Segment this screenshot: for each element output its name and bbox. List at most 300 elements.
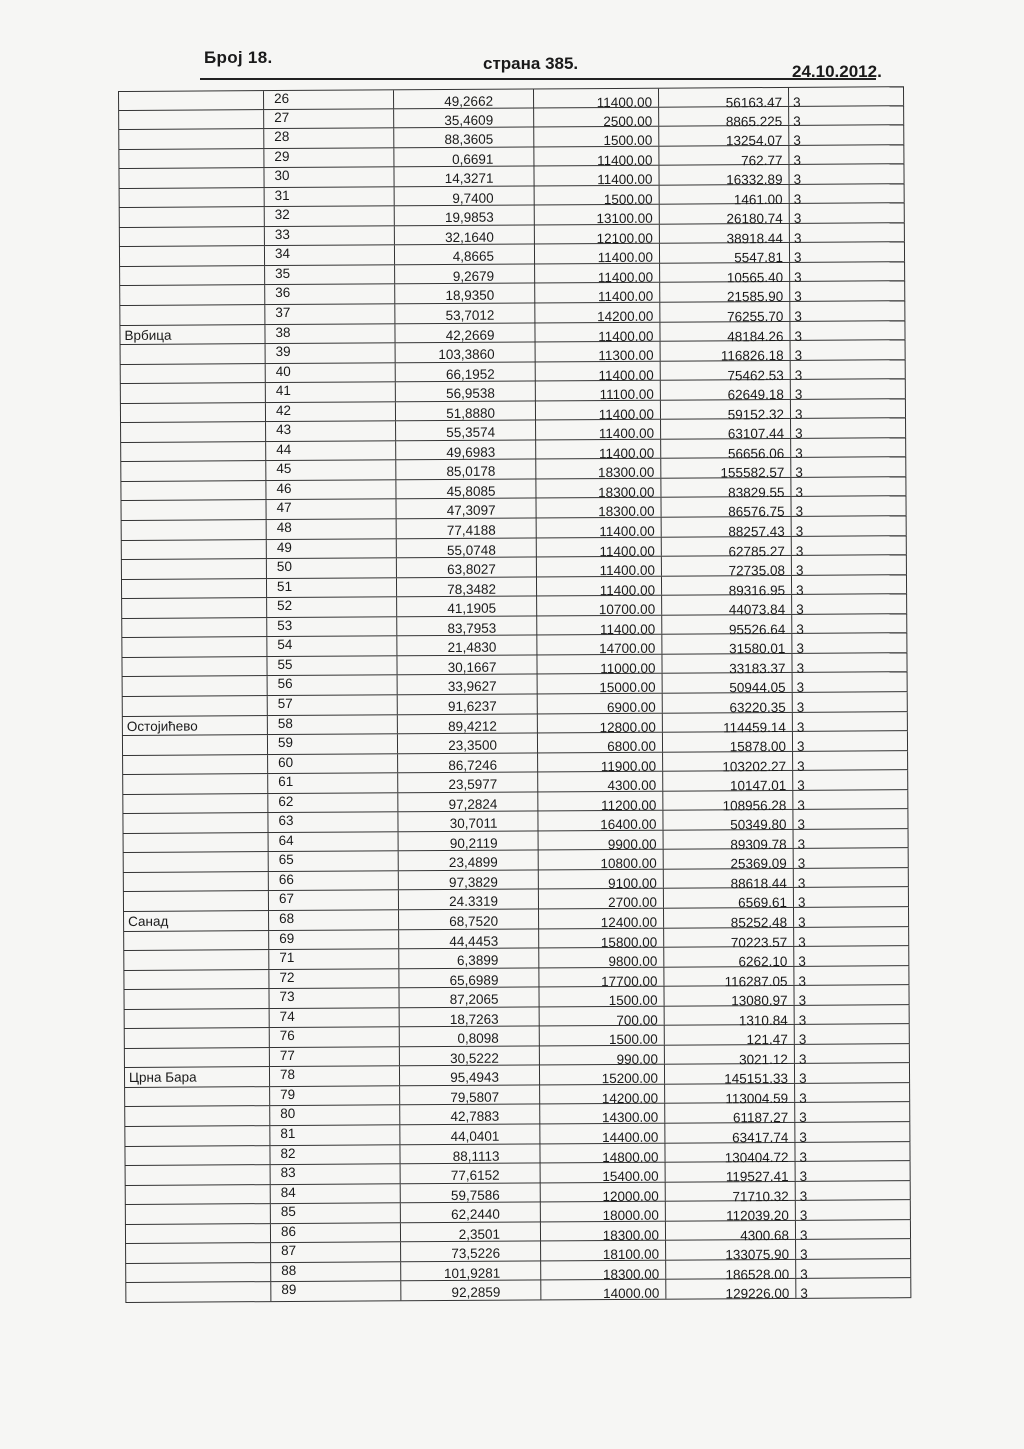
class-cell: 3 [791,575,907,594]
class-cell: 3 [791,634,907,653]
value-cell: 5547.81 [659,243,789,262]
place-cell [121,501,266,520]
parcel-number-cell: 38 [264,324,394,343]
value-cell: 6262.10 [663,947,793,966]
price-cell: 11300.00 [535,342,660,361]
value-cell: 10147.01 [662,771,792,790]
value-cell: 119527.41 [665,1162,795,1181]
class-cell: 3 [788,106,904,125]
parcel-number-cell: 78 [269,1067,399,1086]
place-cell [124,1009,269,1028]
class-cell: 3 [792,731,908,750]
price-cell: 10700.00 [536,596,661,615]
value-cell: 4300.68 [665,1221,795,1240]
place-cell [120,383,265,402]
price-cell: 1500.00 [533,127,658,146]
value-cell: 33183.37 [661,654,791,673]
area-cell: 97,3829 [398,870,538,889]
area-cell: 77,4188 [396,518,536,537]
area-cell: 62,2440 [400,1203,540,1222]
parcel-number-cell: 61 [267,773,397,792]
area-cell: 85,0178 [395,460,535,479]
price-cell: 700.00 [539,1006,664,1025]
area-cell: 9,7400 [394,186,534,205]
parcel-number-cell: 72 [268,969,398,988]
area-cell: 89,4212 [397,714,537,733]
value-cell: 13254.07 [658,126,788,145]
price-cell: 11400.00 [535,420,660,439]
area-cell: 77,6152 [400,1164,540,1183]
place-cell [124,1146,269,1165]
value-cell: 15878.00 [662,732,792,751]
parcel-number-cell: 54 [266,637,396,656]
class-cell: 3 [793,946,909,965]
parcel-number-cell: 89 [270,1282,400,1301]
value-cell: 112039.20 [665,1201,795,1220]
value-cell: 61187.27 [664,1103,794,1122]
area-cell: 49,2662 [393,89,533,107]
place-cell [121,618,266,637]
parcel-number-cell: 68 [268,910,398,929]
price-cell: 14300.00 [539,1104,664,1123]
value-cell: 3021.12 [664,1045,794,1064]
class-cell: 3 [794,1005,910,1024]
class-cell: 3 [791,516,907,535]
parcel-number-cell: 79 [269,1086,399,1105]
area-cell: 0,8098 [399,1027,539,1046]
price-cell: 11400.00 [533,166,658,185]
class-cell: 3 [789,301,905,320]
parcel-number-cell: 26 [263,90,393,108]
place-cell: Остојићево [122,716,267,735]
area-cell: 6,3899 [398,949,538,968]
value-cell: 88618.44 [663,869,793,888]
parcel-number-cell: 74 [269,1008,399,1027]
place-cell [119,266,264,285]
value-cell: 38918.44 [659,224,789,243]
class-cell: 3 [792,673,908,692]
value-cell: 56163.47 [658,88,788,106]
parcel-number-cell: 88 [270,1262,400,1281]
value-cell: 762.77 [658,146,788,165]
area-cell: 51,8880 [395,401,535,420]
area-cell: 44,4453 [398,929,538,948]
place-cell [119,188,264,207]
parcel-number-cell: 73 [268,988,398,1007]
parcel-number-cell: 86 [270,1223,400,1242]
parcel-number-cell: 66 [268,871,398,890]
class-cell: 3 [792,790,908,809]
parcel-number-cell: 42 [265,402,395,421]
parcel-number-cell: 47 [266,500,396,519]
price-cell: 18300.00 [535,498,660,517]
place-cell [125,1185,270,1204]
value-cell: 63417.74 [664,1123,794,1142]
price-cell: 11400.00 [534,283,659,302]
value-cell: 72735.08 [661,556,791,575]
parcel-number-cell: 67 [268,891,398,910]
place-cell [125,1224,270,1243]
place-cell [124,1087,269,1106]
area-cell: 42,2669 [394,323,534,342]
class-cell: 3 [789,282,905,301]
class-cell: 3 [793,888,909,907]
price-cell: 15400.00 [540,1163,665,1182]
class-cell: 3 [790,438,906,457]
class-cell: 3 [789,321,905,340]
class-cell: 3 [794,1122,910,1141]
area-cell: 4,8665 [394,245,534,264]
place-cell [120,422,265,441]
publication-date: 24.10.2012. [792,62,882,81]
area-cell: 23,4899 [398,851,538,870]
place-cell [122,755,267,774]
area-cell: 97,2824 [397,792,537,811]
price-cell: 11400.00 [534,322,659,341]
value-cell: 113004.59 [664,1084,794,1103]
place-cell [123,872,268,891]
parcel-number-cell: 59 [267,734,397,753]
price-cell: 11000.00 [536,655,661,674]
area-cell: 23,3500 [397,733,537,752]
place-cell [125,1204,270,1223]
parcel-number-cell: 27 [263,109,393,128]
area-cell: 59,7586 [400,1183,540,1202]
place-cell [121,520,266,539]
place-cell [123,892,268,911]
area-cell: 53,7012 [394,303,534,322]
parcel-number-cell: 83 [270,1164,400,1183]
place-cell [119,207,264,226]
value-cell: 85252.48 [663,908,793,927]
area-cell: 30,1667 [396,655,536,674]
price-cell: 18300.00 [540,1260,665,1279]
place-cell [121,657,266,676]
area-cell: 41,1905 [396,597,536,616]
class-cell: 3 [790,379,906,398]
area-cell: 42,7883 [399,1105,539,1124]
place-cell [119,246,264,265]
area-cell: 86,7246 [397,753,537,772]
parcel-number-cell: 51 [266,578,396,597]
value-cell: 6569.61 [663,888,793,907]
parcel-number-cell: 35 [264,265,394,284]
value-cell: 186528.00 [665,1260,795,1279]
class-cell: 3 [789,243,905,262]
price-cell: 18300.00 [535,479,660,498]
place-cell [123,989,268,1008]
area-cell: 14,3271 [393,167,533,186]
price-cell: 11400.00 [533,146,658,165]
land-parcel-table [118,86,911,1310]
value-cell: 50944.05 [662,673,792,692]
value-cell: 108956.28 [662,791,792,810]
price-cell: 18100.00 [540,1241,665,1260]
class-cell: 3 [793,829,909,848]
price-cell: 4300.00 [537,772,662,791]
place-cell [118,129,263,148]
place-cell [122,794,267,813]
value-cell: 89309.78 [663,830,793,849]
page-number: страна 385. [483,54,579,73]
price-cell: 11400.00 [535,400,660,419]
price-cell: 14700.00 [536,635,661,654]
parcel-number-cell: 64 [268,832,398,851]
price-cell: 14000.00 [540,1280,665,1299]
class-cell: 3 [790,418,906,437]
place-cell [125,1165,270,1184]
parcel-number-cell: 34 [264,246,394,265]
value-cell: 103202.27 [662,751,792,770]
value-cell: 16332.89 [658,165,788,184]
parcel-number-cell: 52 [266,598,396,617]
header-rule [200,78,876,80]
value-cell: 26180.74 [659,204,789,223]
place-cell: Санад [123,911,268,930]
place-cell [120,344,265,363]
parcel-number-cell: 43 [265,422,395,441]
class-cell: 3 [795,1220,911,1239]
value-cell: 130404.72 [664,1142,794,1161]
class-cell: 3 [790,477,906,496]
price-cell: 9100.00 [538,870,663,889]
place-cell [125,1282,270,1301]
value-cell: 133075.90 [665,1240,795,1259]
class-cell: 3 [790,360,906,379]
parcel-number-cell: 84 [270,1184,400,1203]
class-cell: 3 [795,1200,911,1219]
area-cell: 23,5977 [397,773,537,792]
value-cell: 21585.90 [659,282,789,301]
value-cell: 86576.75 [660,497,790,516]
class-cell: 3 [791,594,907,613]
price-cell: 11400.00 [536,518,661,537]
parcel-number-cell: 82 [269,1145,399,1164]
parcel-number-cell: 55 [266,656,396,675]
parcel-number-cell: 81 [269,1125,399,1144]
parcel-number-cell: 58 [267,715,397,734]
price-cell: 14200.00 [539,1085,664,1104]
area-cell: 19,9853 [394,206,534,225]
price-cell: 18300.00 [535,459,660,478]
value-cell: 56656.06 [660,439,790,458]
parcel-number-cell: 85 [270,1203,400,1222]
class-cell: 3 [794,1083,910,1102]
place-cell [122,813,267,832]
value-cell: 71710.32 [665,1182,795,1201]
area-cell: 79,5807 [399,1085,539,1104]
class-cell: 3 [793,868,909,887]
price-cell: 11400.00 [536,557,661,576]
class-cell: 3 [793,966,909,985]
area-cell: 73,5226 [400,1242,540,1261]
price-cell: 2500.00 [533,107,658,126]
value-cell: 48184.26 [659,321,789,340]
value-cell: 116287.05 [663,967,793,986]
parcel-number-cell: 80 [269,1106,399,1125]
place-cell [122,774,267,793]
area-cell: 90,2119 [398,831,538,850]
value-cell: 44073.84 [661,595,791,614]
table-row [125,1279,911,1303]
value-cell: 31580.01 [661,634,791,653]
class-cell: 3 [788,145,904,164]
class-cell: 3 [790,399,906,418]
area-cell: 65,6989 [398,968,538,987]
parcel-number-cell: 50 [266,558,396,577]
class-cell: 3 [794,1024,910,1043]
price-cell: 12100.00 [534,225,659,244]
parcel-number-cell: 62 [267,793,397,812]
value-cell: 129226.00 [665,1279,795,1298]
class-cell: 3 [788,164,904,183]
class-cell: 3 [789,262,905,281]
price-cell: 15200.00 [539,1065,664,1084]
price-cell: 12000.00 [540,1182,665,1201]
price-cell: 15800.00 [538,928,663,947]
area-cell: 9,2679 [394,264,534,283]
price-cell: 11900.00 [537,752,662,771]
area-cell: 92,2859 [400,1281,540,1300]
place-cell [120,403,265,422]
price-cell: 13100.00 [534,205,659,224]
value-cell: 13080.97 [663,986,793,1005]
class-cell: 3 [794,1103,910,1122]
area-cell: 66,1952 [395,362,535,381]
class-cell: 3 [793,849,909,868]
parcel-number-cell: 77 [269,1047,399,1066]
place-cell [119,305,264,324]
place-cell [121,579,266,598]
area-cell: 2,3501 [400,1222,540,1241]
price-cell: 16400.00 [537,811,662,830]
class-cell: 3 [789,203,905,222]
parcel-number-cell: 87 [270,1243,400,1262]
area-cell: 88,1113 [399,1144,539,1163]
parcel-number-cell: 60 [267,754,397,773]
class-cell: 3 [795,1239,911,1258]
place-cell [119,227,264,246]
parcel-number-cell: 28 [263,128,393,147]
price-cell: 11200.00 [537,791,662,810]
parcel-number-cell: 31 [264,187,394,206]
parcel-number-cell: 56 [267,676,397,695]
class-cell: 3 [793,985,909,1004]
parcel-number-cell: 46 [265,480,395,499]
place-cell [120,364,265,383]
price-cell: 2700.00 [538,889,663,908]
area-cell: 95,4943 [399,1066,539,1085]
issue-number: Број 18. [204,48,273,67]
value-cell: 121.47 [664,1025,794,1044]
place-cell [120,461,265,480]
class-cell: 3 [790,340,906,359]
value-cell: 1461.00 [659,185,789,204]
parcel-number-cell: 30 [263,168,393,187]
value-cell: 145151.33 [664,1064,794,1083]
parcel-number-cell: 40 [265,363,395,382]
area-cell: 35,4609 [393,108,533,127]
value-cell: 95526.64 [661,615,791,634]
parcel-number-cell: 44 [265,441,395,460]
value-cell: 116826.18 [660,341,790,360]
price-cell: 15000.00 [537,674,662,693]
price-cell: 11100.00 [535,381,660,400]
class-cell: 3 [794,1064,910,1083]
price-cell: 1500.00 [538,987,663,1006]
price-cell: 14800.00 [539,1143,664,1162]
place-cell [124,1126,269,1145]
area-cell: 91,6237 [397,694,537,713]
area-cell: 44,0401 [399,1124,539,1143]
place-cell [122,696,267,715]
area-cell: 87,2065 [398,988,538,1007]
area-cell: 101,9281 [400,1261,540,1280]
value-cell: 1310.84 [664,1006,794,1025]
area-cell: 83,7953 [396,616,536,635]
area-cell: 68,7520 [398,909,538,928]
class-cell: 3 [790,497,906,516]
place-cell [124,1048,269,1067]
area-cell: 49,6983 [395,440,535,459]
parcel-number-cell: 69 [268,930,398,949]
parcel-number-cell: 53 [266,617,396,636]
value-cell: 50349.80 [662,810,792,829]
parcel-number-cell: 32 [264,207,394,226]
class-cell: 3 [793,907,909,926]
value-cell: 62785.27 [661,536,791,555]
value-cell: 76255.70 [659,302,789,321]
value-cell: 155582.57 [660,458,790,477]
value-cell: 89316.95 [661,576,791,595]
price-cell: 18300.00 [540,1221,665,1240]
class-cell: 3 [789,223,905,242]
area-cell: 0,6691 [393,147,533,166]
parcel-number-cell: 63 [267,813,397,832]
class-cell: 3 [790,458,906,477]
price-cell: 11400.00 [536,537,661,556]
place-cell [120,481,265,500]
parcel-number-cell: 48 [266,519,396,538]
value-cell: 70223.57 [663,927,793,946]
class-cell: 3 [795,1259,911,1278]
area-cell: 24.3319 [398,890,538,909]
value-cell: 63220.35 [662,693,792,712]
place-cell [122,677,267,696]
parcel-number-cell: 71 [268,949,398,968]
class-cell: 3 [792,751,908,770]
class-cell: 3 [793,927,909,946]
price-cell: 17700.00 [538,967,663,986]
value-cell: 75462.53 [660,361,790,380]
price-cell: 1500.00 [539,1026,664,1045]
area-cell: 55,0748 [396,538,536,557]
place-cell [121,598,266,617]
price-cell: 11400.00 [533,89,658,107]
area-cell: 88,3605 [393,128,533,147]
value-cell: 59152.32 [660,400,790,419]
place-cell [118,149,263,168]
area-cell: 30,5222 [399,1046,539,1065]
page-header [200,46,880,80]
class-cell: 3 [791,614,907,633]
place-cell [123,970,268,989]
area-cell: 21,4830 [396,636,536,655]
class-cell: 3 [795,1161,911,1180]
price-cell: 11400.00 [536,615,661,634]
price-cell: 11400.00 [536,576,661,595]
price-cell: 11400.00 [534,264,659,283]
